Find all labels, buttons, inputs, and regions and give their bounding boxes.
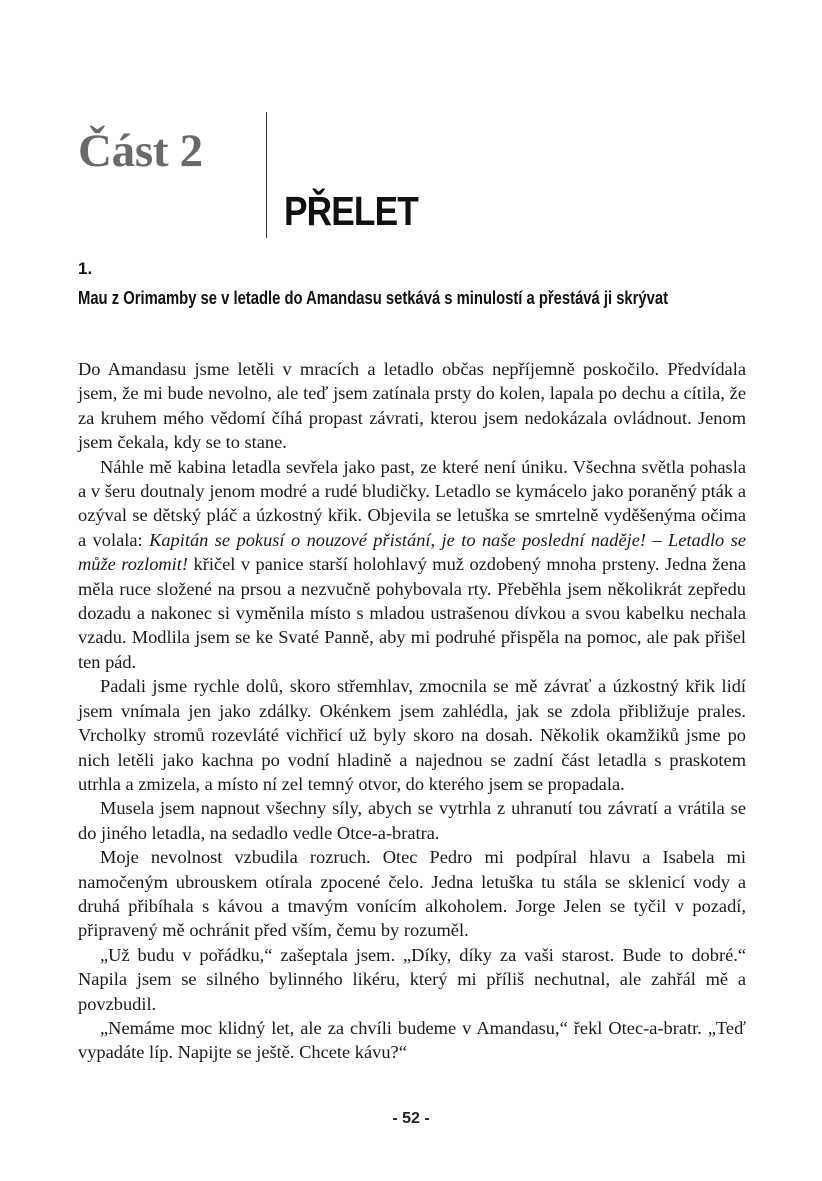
page-number: - 52 - — [392, 1110, 430, 1127]
chapter-number: 1. — [78, 259, 93, 278]
paragraph-text: Náhle mě kabina letadla sevřela jako past, ze které není úniku. Všechna světla pohasla a v šeru doutnaly jenom modré a rudé bludičky. Letadlo se kymácelo jako poraněný pták a ozýval se dětský pláč a úzkostný křik. Objevila se letuška se smrtelně vyděšenýma očima a volala: — [78, 456, 746, 550]
paragraph-text: Padali jsme rychle dolů, skoro střemhlav, zmocnila se mě závrať a úzkostný křik lidí jsem vnímala jen jako zdálky. Okénkem jsem zahlédla, jak se zdola přibližuje prales. Vrcholky stromů rozevláté vichřicí už byly skoro na dosah. Několik okamžiků jsme po nich letěli jako kachna po vodní hladině a najednou se zadní část letadla s praskotem utrhla a zmizela, a místo ní zel temný otvor, do kterého jsem se propadala. — [78, 676, 746, 794]
body-text — [78, 357, 746, 1065]
paragraph-text: Do Amandasu jsme letěli v mracích a letadlo občas nepříjemně poskočilo. Předvídala jsem, že mi bude nevolno, ale teď jsem zatínala prsty do kolen, lapala po dechu a cítila, že za kruhem mého vědomí číhá propast závrati, kterou jsem nedokázala ovládnout. Jenom jsem čekala, kdy se to stane. — [78, 359, 746, 453]
paragraph — [78, 845, 746, 943]
paragraph-text: „Už budu v pořádku,“ zašeptala jsem. „Díky, díky za vaši starost. Bude to dobré.“ Napila jsem se silného bylinného likéru, který mi příliš nechutnal, ale zahřál mě a povzbudil. — [78, 944, 746, 1014]
paragraph — [78, 1016, 746, 1065]
paragraph-text: „Nemáme moc klidný let, ale za chvíli budeme v Amandasu,“ řekl Otec-a-bratr. „Teď vypadáte líp. Napijte se ještě. Chcete kávu?“ — [78, 1017, 746, 1063]
paragraph-text: Musela jsem napnout všechny síly, abych se vytrhla z uhranutí tou závratí a vrátila se do jiného letadla, na sedadlo vedle Otce-a-bratra. — [78, 798, 746, 843]
paragraph — [78, 796, 746, 845]
italic-text: Kapitán se pokusí o nouzové přistání, je to naše poslední naděje! – Letadlo se může rozlomit! — [78, 529, 747, 575]
paragraph — [78, 357, 746, 455]
paragraph-text: Moje nevolnost vzbudila rozruch. Otec Pedro mi podpíral hlavu a Isabela mi namočeným ubrouskem otírala zpocené čelo. Jedna letuška tu stála se sklenicí vody a druhá přibíhala s kávou a tmavým vonícím alkoholem. Jorge Jelen se tyčil v pozadí, připravený mě ochránit před vším, čemu by rozuměl. — [78, 847, 746, 941]
paragraph-text: křičel v panice starší holohlavý muž ozdobený mnoha prsteny. Jedna žena měla ruce složené na prsou a nezvučně pohybovala rty. Přeběhla jsem několikrát zepředu dozadu a nakonec si vyměnila místo s mladou ustrašenou dívkou a svou kabelku nechala vzadu. Modlila jsem se ke Svaté Panně, aby mi podruhé přispěla na pomoc, ale pak přišel ten pád. — [78, 554, 746, 672]
part-title: PŘELET — [284, 188, 418, 234]
paragraph — [78, 455, 746, 675]
chapter-title: Mau z Orimamby se v letadle do Amandasu setkává s minulostí a přestává ji skrývat — [78, 287, 669, 308]
part-label: Část 2 — [78, 125, 203, 177]
paragraph — [78, 943, 746, 1016]
part-divider — [266, 112, 267, 238]
paragraph — [78, 674, 746, 796]
